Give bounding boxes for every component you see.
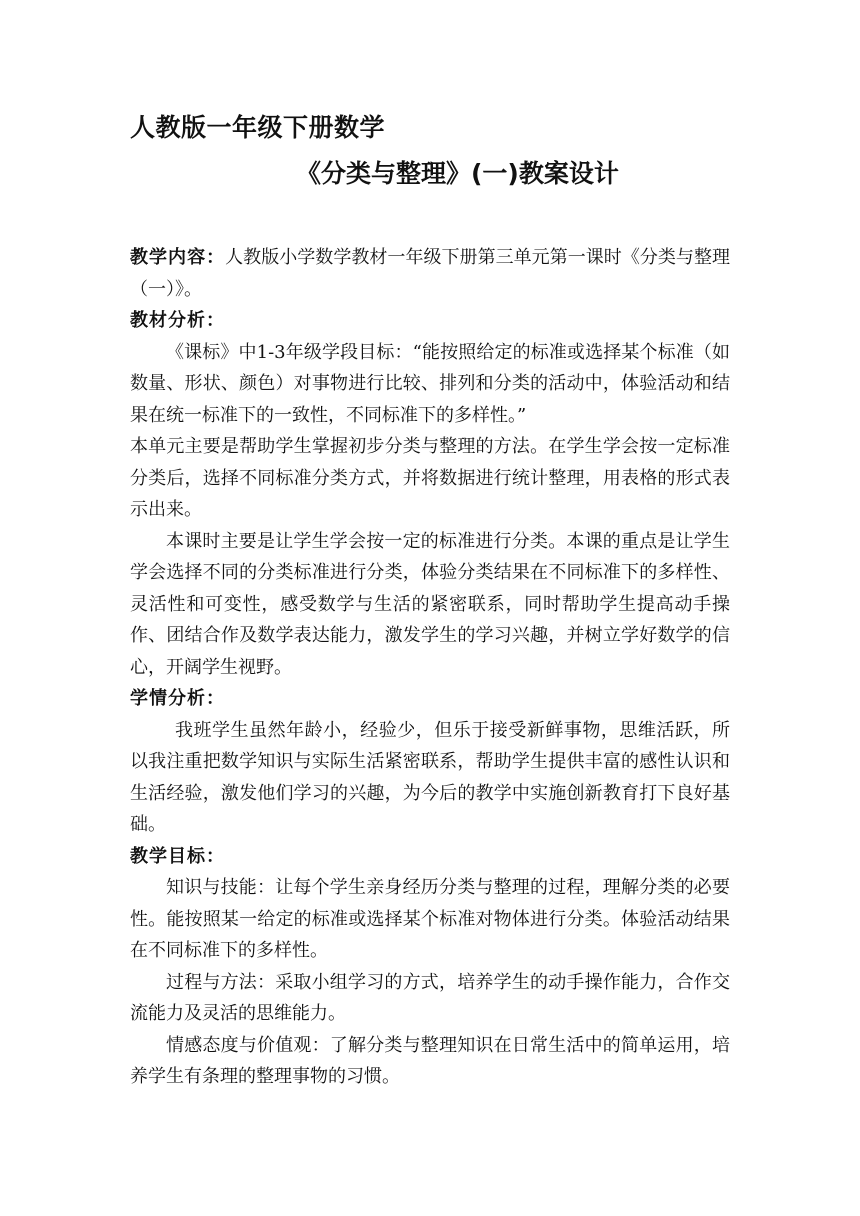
document-title: 人教版一年级下册数学 xyxy=(130,113,386,142)
teaching-content-paragraph xyxy=(130,242,730,305)
goal-emotion-values: 情感态度与价值观：了解分类与整理知识在日常生活中的简单运用，培养学生有条理的整理事物的习惯。 xyxy=(130,1034,730,1087)
goal-process-methods: 过程与方法：采取小组学习的方式，培养学生的动手操作能力，合作交流能力及灵活的思维能力。 xyxy=(130,971,730,1024)
teaching-content-text: 人教版小学数学教材一年级下册第三单元第一课时《分类与整理（一）》。 xyxy=(130,247,730,300)
material-analysis-heading: 教材分析： xyxy=(130,310,225,331)
material-analysis-paragraph-1: 《课标》中1-3年级学段目标：“能按照给定的标准或选择某个标准（如数量、形状、颜色）对事物进行比较、排列和分类的活动中，体验活动和结果在统一标准下的一致性，不同标准下的多样性。” xyxy=(130,341,730,426)
teaching-content-label: 教学内容： xyxy=(130,247,226,268)
learner-analysis-heading: 学情分析： xyxy=(130,688,225,709)
material-analysis-paragraph-3: 本课时主要是让学生学会按一定的标准进行分类。本课的重点是让学生学会选择不同的分类标准进行分类，体验分类结果在不同标准下的多样性、灵活性和可变性，感受数学与生活的紧密联系，同时帮助学生提高动手操作、团结合作及数学表达能力，激发学生的学习兴趣，并树立学好数学的信心，开阔学生视野。 xyxy=(130,530,730,678)
learner-analysis-paragraph: 我班学生虽然年龄小，经验少，但乐于接受新鲜事物，思维活跃，所以我注重把数学知识与实际生活紧密联系，帮助学生提供丰富的感性认识和生活经验，激发他们学习的兴趣，为今后的教学中实施创新教育打下良好基础。 xyxy=(130,719,730,835)
teaching-goals-heading: 教学目标： xyxy=(130,845,225,867)
document-body xyxy=(130,242,730,1093)
goal-knowledge-skills: 知识与技能：让每个学生亲身经历分类与整理的过程，理解分类的必要性。能按照某一给定的标准或选择某个标准对物体进行分类。体验活动结果在不同标准下的多样性。 xyxy=(130,877,730,961)
document-subtitle: 《分类与整理》(一)教案设计 xyxy=(296,159,619,188)
material-analysis-paragraph-2: 本单元主要是帮助学生掌握初步分类与整理的方法。在学生学会按一定标准分类后，选择不同标准分类方式，并将数据进行统计整理，用表格的形式表示出来。 xyxy=(130,436,730,520)
